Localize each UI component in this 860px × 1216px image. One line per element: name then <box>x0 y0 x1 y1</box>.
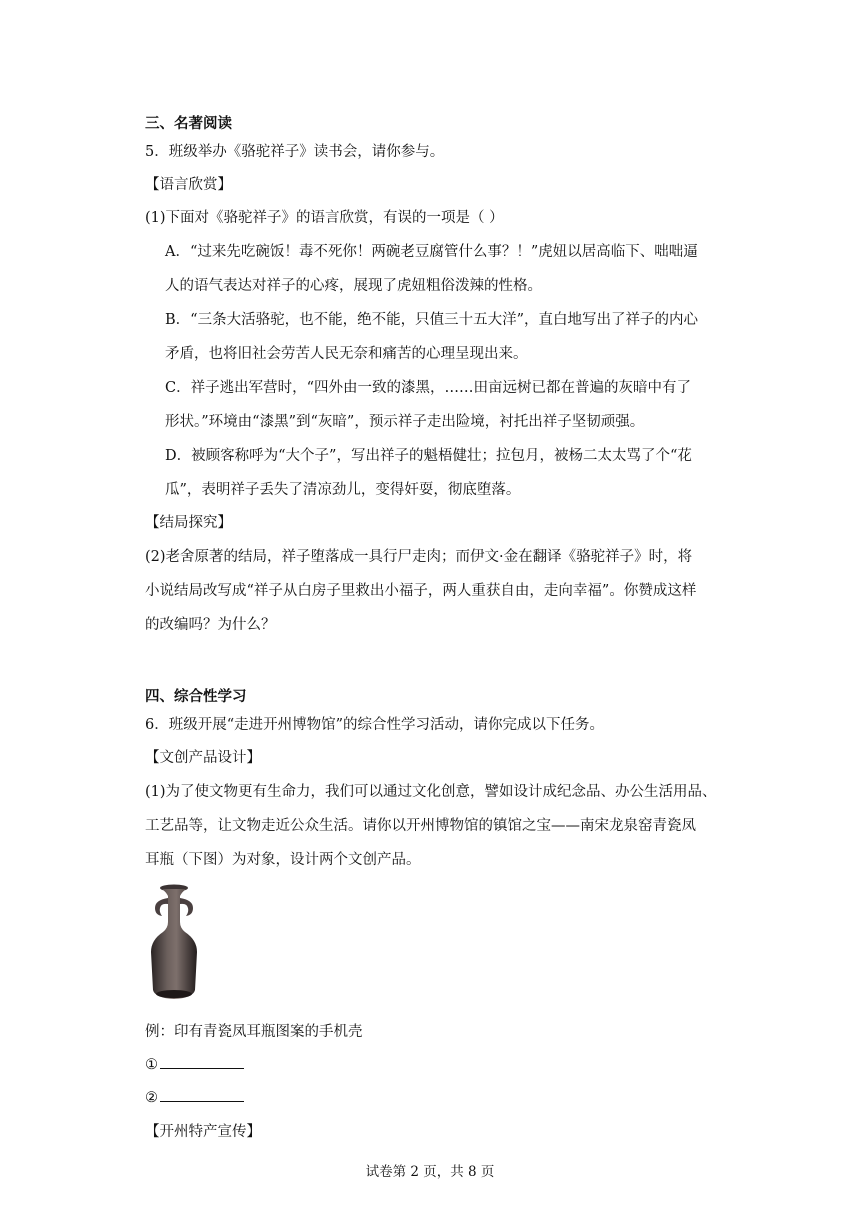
section-3-heading: 三、名著阅读 <box>145 116 232 132</box>
language-appreciation-title: 【语言欣赏】 <box>145 177 232 193</box>
answer-label-2: ② <box>145 1090 158 1106</box>
option-b-line-2: 矛盾，也将旧社会劳苦人民无奈和痛苦的心理呈现出来。 <box>165 346 528 362</box>
answer-blank-2[interactable] <box>160 1087 244 1102</box>
option-a-line-2: 人的语气表达对祥子的心疼，展现了虎妞粗俗泼辣的性格。 <box>165 278 542 294</box>
option-a-line-1: A．“过来先吃碗饭！毒不死你！两碗老豆腐管什么事？！”虎妞以居高临下、咄咄逼 <box>165 244 698 260</box>
creative-design-title: 【文创产品设计】 <box>145 750 261 766</box>
answer-label-1: ① <box>145 1057 158 1073</box>
answer-blank-1[interactable] <box>160 1054 244 1069</box>
question-5-2-line-3: 的改编吗？为什么？ <box>145 617 276 633</box>
answer-slot-2[interactable] <box>145 1087 244 1109</box>
option-d-line-2: 瓜”，表明祥子丢失了清凉劲儿，变得奸耍，彻底堕落。 <box>165 482 521 498</box>
ending-exploration-title: 【结局探究】 <box>145 515 232 531</box>
question-5-2-line-1: (2)老舍原著的结局，祥子堕落成一具行尸走肉；而伊文·金在翻译《骆驼祥子》时，将 <box>145 549 693 565</box>
option-c-line-1: C．祥子逃出军营时，“四外由一致的漆黑，……田亩远树已都在普遍的灰暗中有了 <box>165 380 692 396</box>
question-6-1-line-3: 耳瓶（下图）为对象，设计两个文创产品。 <box>145 852 421 868</box>
section-4-heading: 四、综合性学习 <box>145 689 247 705</box>
answer-slot-1[interactable] <box>145 1054 244 1076</box>
example-answer: 例：印有青瓷凤耳瓶图案的手机壳 <box>145 1024 363 1040</box>
question-5-2-line-2: 小说结局改写成“祥子从白房子里救出小福子，两人重获自由，走向幸福”。你赞成这样 <box>145 583 697 599</box>
question-5-1: (1)下面对《骆驼祥子》的语言欣赏，有误的一项是（ ） <box>145 210 504 226</box>
option-d-line-1: D．被顾客称呼为“大个子”，写出祥子的魁梧健壮；拉包月，被杨二太太骂了个“花 <box>165 448 692 464</box>
option-c-line-2: 形状。”环境由“漆黑”到“灰暗”，预示祥子走出险境，衬托出祥子坚韧顽强。 <box>165 414 645 430</box>
question-6-stem: 6．班级开展“走进开州博物馆”的综合性学习活动，请你完成以下任务。 <box>145 717 605 733</box>
question-6-1-line-1: (1)为了使文物更有生命力，我们可以通过文化创意，譬如设计成纪念品、办公生活用品、 <box>145 784 717 800</box>
question-6-1-line-2: 工艺品等，让文物走近公众生活。请你以开州博物馆的镇馆之宝——南宋龙泉窑青瓷凤 <box>145 818 696 834</box>
celadon-vase-image <box>145 882 203 1002</box>
page-footer: 试卷第 2 页，共 8 页 <box>365 1164 495 1180</box>
question-5-stem: 5．班级举办《骆驼祥子》读书会，请你参与。 <box>145 144 445 160</box>
option-b-line-1: B．“三条大活骆驼，也不能，绝不能，只值三十五大洋”，直白地写出了祥子的内心 <box>165 312 698 328</box>
product-promo-title: 【开州特产宣传】 <box>145 1124 261 1140</box>
